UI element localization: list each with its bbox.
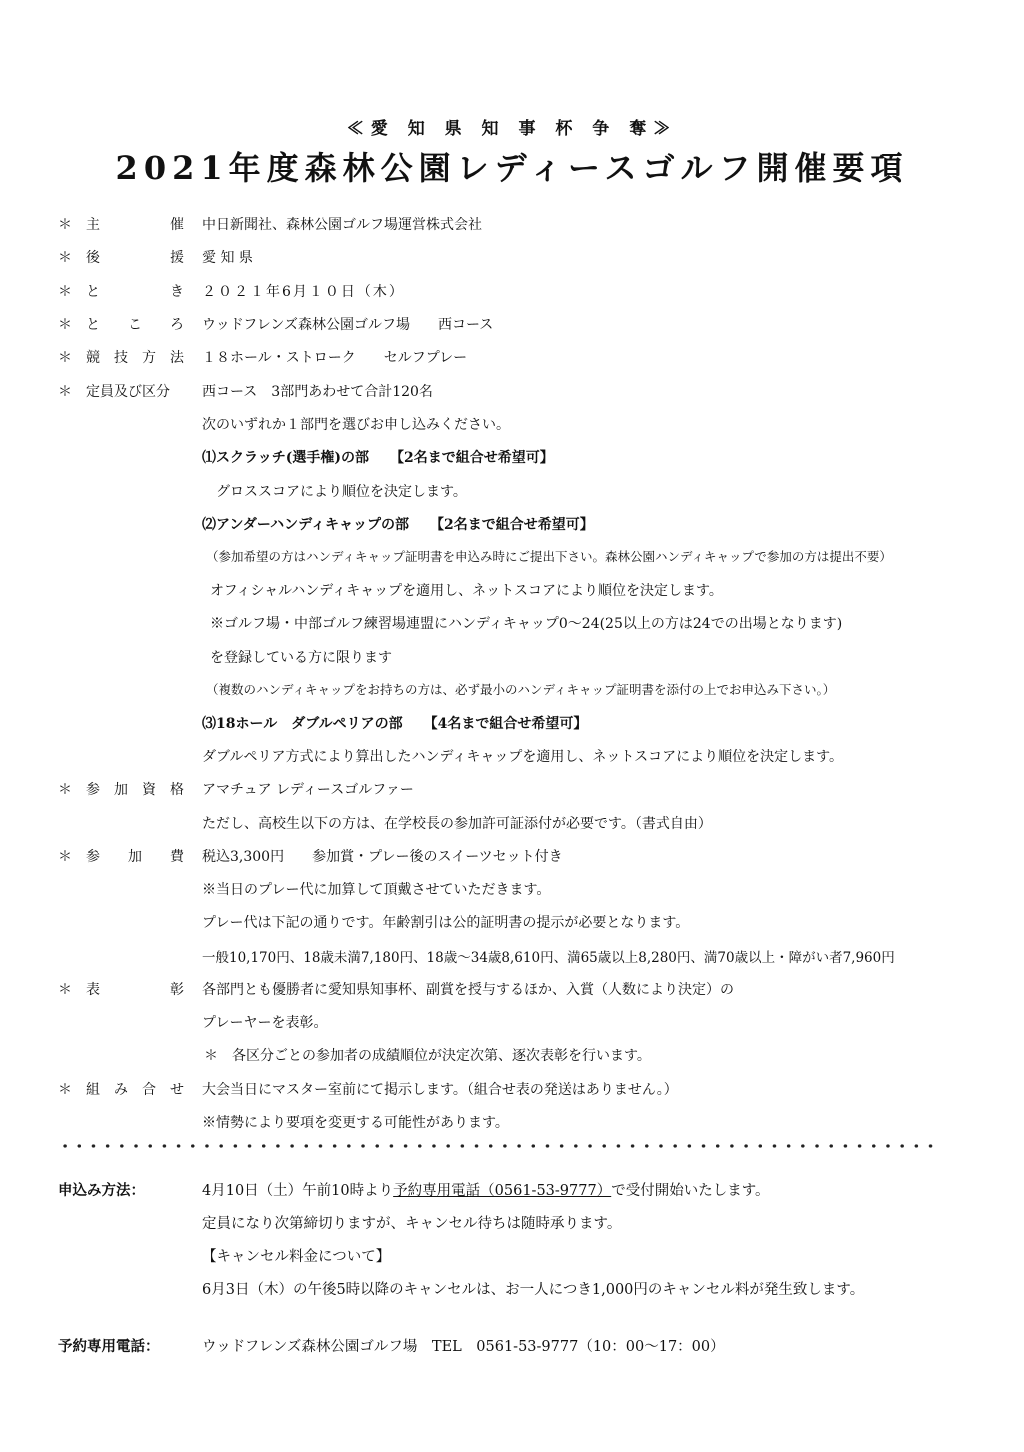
division-2-note: （参加希望の方はハンディキャップ証明書を申込み時にご提出下さい。森林公園ハンディキャップで参加の方は提出不要）	[206, 549, 892, 564]
value-venue: ウッドフレンズ森林公園ゴルフ場 西コース	[202, 317, 494, 333]
value-award-2: プレーヤーを表彰。	[202, 1015, 328, 1031]
label-capacity: 定員及び区分	[86, 384, 170, 400]
application-line-2: 定員になり次第締切りますが、キャンセル待ちは随時承ります。	[202, 1216, 622, 1232]
value-pairing: 大会当日にマスター室前にて掲示します。（組合せ表の発送はありません。）	[202, 1082, 678, 1098]
label-support: 後 援	[86, 250, 184, 266]
application-start-suffix: で受付開始いたします。	[611, 1183, 770, 1199]
bullet: ＊	[58, 982, 72, 998]
contact-label: 予約専用電話：	[58, 1338, 160, 1355]
division-3-title: ⑶18ホール ダブルペリアの部 【4名まで組合せ希望可】	[202, 716, 588, 732]
page-subtitle: ≪愛 知 県 知 事 杯 争 奪≫	[346, 119, 678, 139]
value-capacity: 西コース 3部門あわせて合計120名	[202, 384, 433, 400]
reservation-phone-link[interactable]: 予約専用電話（0561-53-9777）	[393, 1183, 612, 1199]
bullet: ＊	[58, 1082, 72, 1098]
pairing-note: ※情勢により要項を変更する可能性があります。	[202, 1115, 509, 1131]
dotted-divider	[58, 1143, 938, 1149]
fee-note-1: ※当日のプレー代に加算して頂戴させていただきます。	[202, 882, 551, 898]
label-venue: と こ ろ	[86, 317, 184, 333]
bullet: ＊	[58, 284, 72, 300]
division-2-cond2: を登録している方に限ります	[210, 650, 392, 666]
value-eligibility: アマチュア レディースゴルファー	[202, 782, 414, 798]
contact-value: ウッドフレンズ森林公園ゴルフ場 TEL 0561-53-9777（10：00～17：00）	[202, 1339, 725, 1355]
fee-note-3: 一般10,170円、18歳未満7,180円、18歳～34歳8,610円、満65歳以上8,280円、満70歳以上・障がい者7,960円	[202, 950, 895, 966]
bullet: ＊	[58, 317, 72, 333]
fee-note-2: プレー代は下記の通りです。年齢割引は公的証明書の提示が必要となります。	[202, 915, 690, 931]
label-pairing: 組 み 合 せ	[86, 1082, 184, 1098]
label-format: 競 技 方 法	[86, 350, 184, 366]
label-organizer: 主 催	[86, 217, 184, 233]
application-start: 4月10日（土）午前10時より	[202, 1183, 394, 1199]
label-award: 表 彰	[86, 982, 184, 998]
bullet: ＊	[58, 782, 72, 798]
cancel-title: 【キャンセル料金について】	[202, 1249, 391, 1265]
bullet: ＊	[58, 849, 72, 865]
division-1-title: ⑴スクラッチ(選手権)の部 【2名まで組合せ希望可】	[202, 450, 554, 466]
label-fee: 参 加 費	[86, 849, 184, 865]
cancel-desc: 6月3日（木）の午後5時以降のキャンセルは、お一人につき1,000円のキャンセル料が発生致します。	[202, 1282, 865, 1298]
value-date: ２０２１年6月１０日（木）	[202, 284, 405, 300]
division-2-desc: オフィシャルハンディキャップを適用し、ネットスコアにより順位を決定します。	[210, 583, 723, 599]
bullet: ＊	[58, 384, 72, 400]
bullet: ＊	[58, 250, 72, 266]
capacity-note: 次のいずれか１部門を選びお申し込みください。	[202, 417, 510, 433]
eligibility-note: ただし、高校生以下の方は、在学校長の参加許可証添付が必要です。（書式自由）	[202, 816, 712, 832]
label-eligibility: 参 加 資 格	[86, 782, 184, 798]
award-note: ＊ 各区分ごとの参加者の成績順位が決定次第、逐次表彰を行います。	[204, 1048, 651, 1064]
label-date: と き	[86, 284, 184, 300]
division-2-title: ⑵アンダーハンディキャップの部 【2名まで組合せ希望可】	[202, 517, 594, 533]
value-award: 各部門とも優勝者に愛知県知事杯、副賞を授与するほか、入賞（人数により決定）の	[202, 982, 734, 998]
application-line-1	[202, 1179, 770, 1200]
value-organizer: 中日新聞社、森林公園ゴルフ場運営株式会社	[202, 217, 482, 233]
value-support: 愛 知 県	[202, 250, 253, 266]
bullet: ＊	[58, 350, 72, 366]
value-format: １８ホール・ストローク セルフプレー	[202, 350, 468, 366]
bullet: ＊	[58, 217, 72, 233]
page-title: 2021年度森林公園レディースゴルフ開催要項	[115, 149, 909, 187]
division-2-cond1: ※ゴルフ場・中部ゴルフ練習場連盟にハンディキャップ0～24(25以上の方は24での出場となります)	[210, 616, 843, 632]
division-3-desc: ダブルペリア方式により算出したハンディキャップを適用し、ネットスコアにより順位を決定します。	[202, 749, 844, 765]
application-label: 申込み方法：	[58, 1182, 145, 1199]
value-fee: 税込3,300円 参加賞・プレー後のスイーツセット付き	[202, 849, 563, 865]
division-1-desc: グロススコアにより順位を決定します。	[216, 484, 467, 500]
division-2-note2: （複数のハンディキャップをお持ちの方は、必ず最小のハンディキャップ証明書を添付の上でお申込み下さい。）	[206, 682, 836, 697]
